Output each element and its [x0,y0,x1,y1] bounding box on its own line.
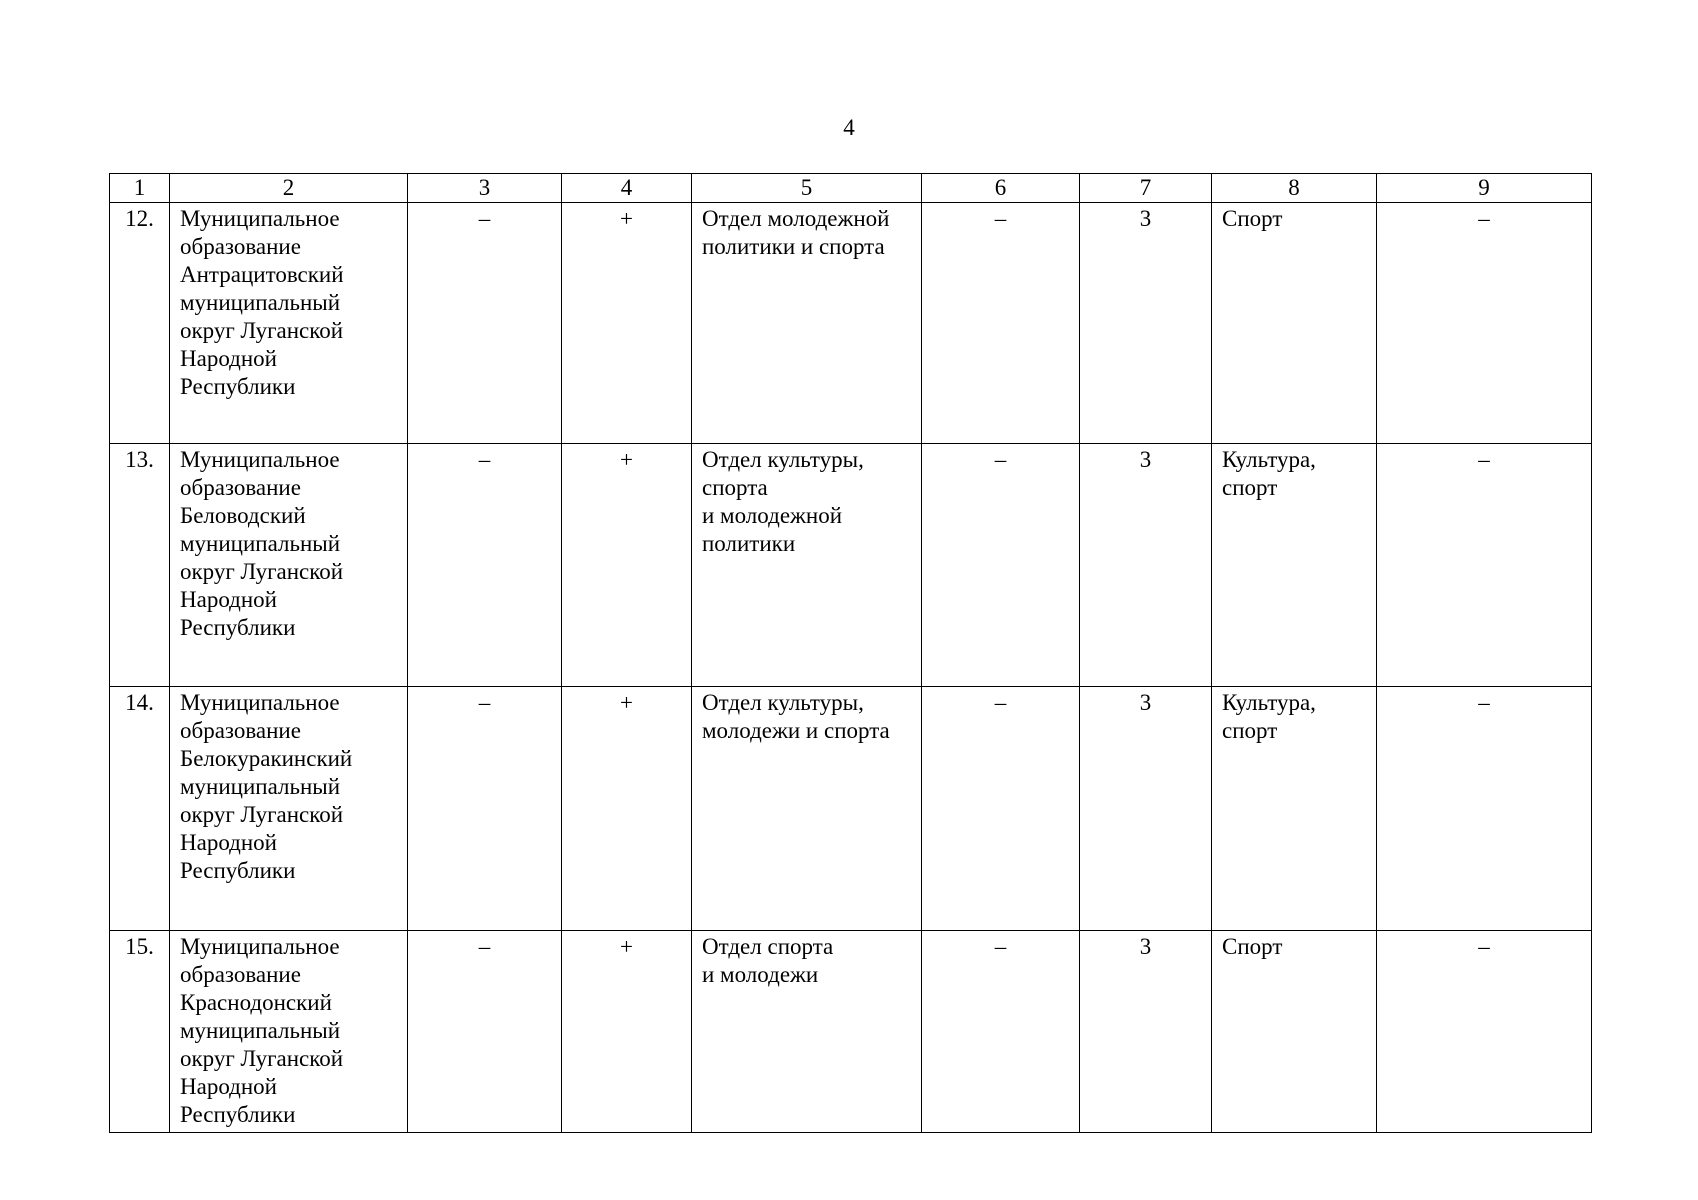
cell-col3: – [408,444,562,687]
cell-col4: + [562,687,692,931]
row-number: 13. [110,444,170,687]
sphere: Спорт [1212,931,1377,1133]
table-row [110,203,1592,444]
column-header-5: 5 [692,174,922,203]
department-name: Отдел культуры, молодежи и спорта [692,687,922,931]
page-number: 4 [843,115,855,140]
cell-col3: – [408,687,562,931]
sphere: Культура, спорт [1212,444,1377,687]
cell-col6: – [922,444,1080,687]
cell-col7: 3 [1080,687,1212,931]
cell-col3: – [408,931,562,1133]
department-name: Отдел спорта и молодежи [692,931,922,1133]
cell-col3: – [408,203,562,444]
cell-col7: 3 [1080,203,1212,444]
cell-col7: 3 [1080,931,1212,1133]
municipality-name: Муниципальное образование Белокуракинский муниципальный округ Луганской Народной Республики [170,687,408,931]
sphere: Спорт [1212,203,1377,444]
cell-col4: + [562,931,692,1133]
municipal-table [109,173,1592,1133]
column-header-6: 6 [922,174,1080,203]
municipality-name: Муниципальное образование Беловодский муниципальный округ Луганской Народной Республики [170,444,408,687]
row-number: 14. [110,687,170,931]
cell-col6: – [922,203,1080,444]
department-name: Отдел молодежной политики и спорта [692,203,922,444]
cell-col6: – [922,931,1080,1133]
column-header-9: 9 [1377,174,1592,203]
table-row [110,931,1592,1133]
row-number: 12. [110,203,170,444]
cell-col6: – [922,687,1080,931]
sphere: Культура, спорт [1212,687,1377,931]
cell-col4: + [562,444,692,687]
cell-col9: – [1377,931,1592,1133]
municipality-name: Муниципальное образование Краснодонский муниципальный округ Луганской Народной Республики [170,931,408,1133]
table-row [110,444,1592,687]
column-header-8: 8 [1212,174,1377,203]
cell-col9: – [1377,203,1592,444]
column-header-4: 4 [562,174,692,203]
header-row [110,174,1592,203]
column-header-3: 3 [408,174,562,203]
cell-col9: – [1377,687,1592,931]
column-header-7: 7 [1080,174,1212,203]
cell-col9: – [1377,444,1592,687]
column-header-2: 2 [170,174,408,203]
municipality-name: Муниципальное образование Антрацитовский муниципальный округ Луганской Народной Республики [170,203,408,444]
department-name: Отдел культуры, спорта и молодежной политики [692,444,922,687]
column-header-1: 1 [110,174,170,203]
row-number: 15. [110,931,170,1133]
table-row [110,687,1592,931]
cell-col7: 3 [1080,444,1212,687]
cell-col4: + [562,203,692,444]
